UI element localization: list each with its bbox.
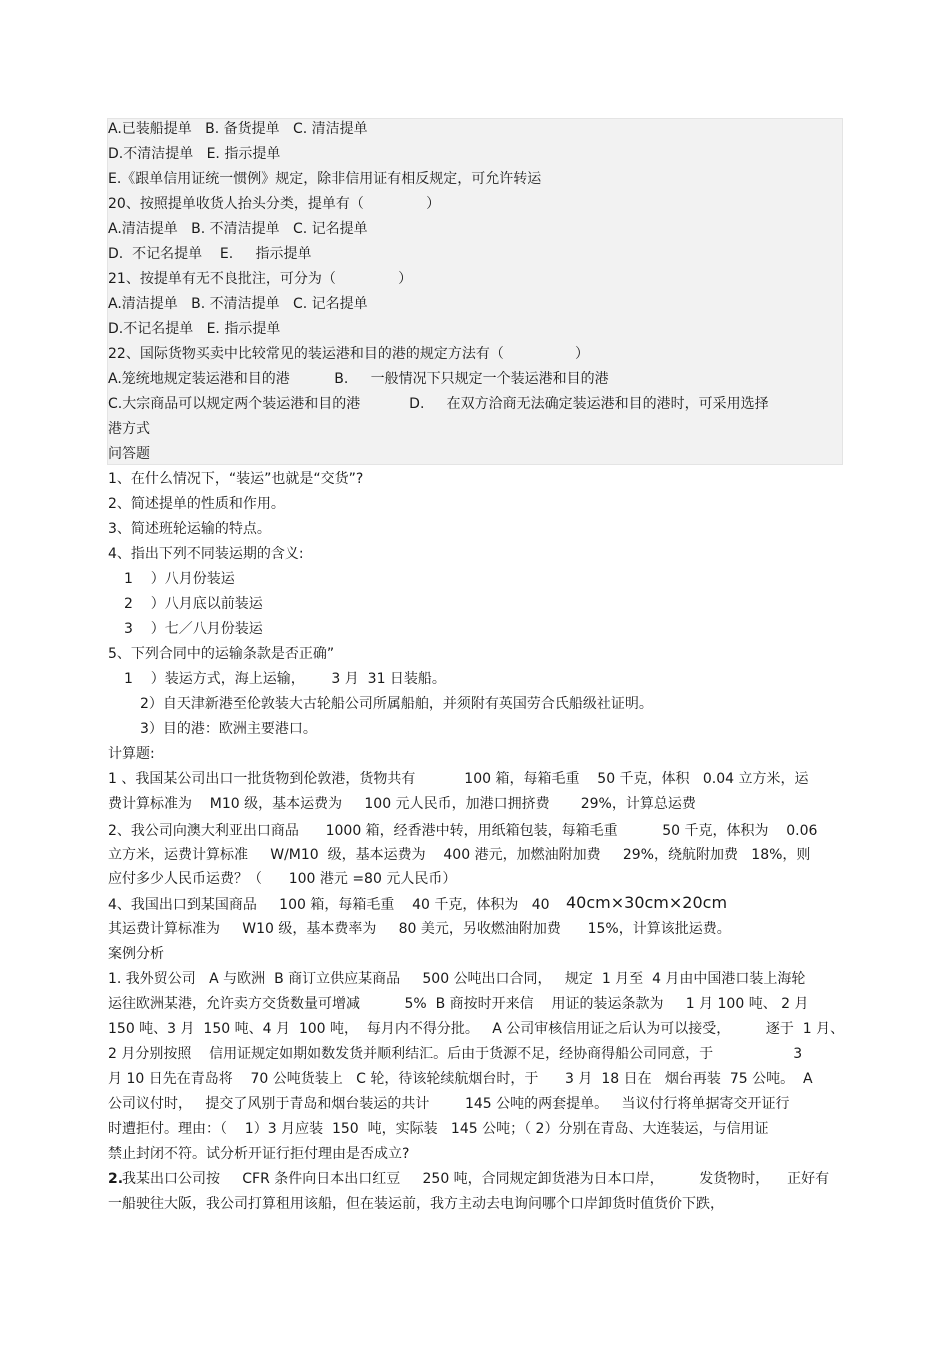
section-heading-calc: 计算题: [108, 746, 155, 762]
case-2-line-1: 我某出口公司按 CFR 条件向日本出口红豆 250 吨，合同规定卸货港为日本口岸， 发货物时， 正好有 [122, 1171, 830, 1187]
case-1-line-1: 1. 我外贸公司 A 与欧洲 B 商订立供应某商品 500 公吨出口合同， 规定 1 月至 4 月由中国港口装上海轮 [108, 971, 806, 987]
qa-item-3: 3、简述班轮运输的特点。 [108, 521, 271, 537]
calc-1-line-2: 费计算标准为 M10 级，基本运费为 100 元人民币，加港口拥挤费 29%，计算总运费 [108, 796, 696, 812]
qa-item-4-sub-1: 1 ）八月份装运 [124, 571, 235, 587]
case-1-line-5: 月 10 日先在青岛将 70 公吨货装上 C 轮，待该轮续航烟台时，于 3 月 18 日在 烟台再装 75 公吨。 A [108, 1071, 813, 1087]
qa-item-5-sub-3: 3）目的港：欧洲主要港口。 [140, 721, 317, 737]
question-22-options-c-d: C.大宗商品可以规定两个装运港和目的港 D. 在双方洽商无法确定装运港和目的港时，可采用选择 [108, 396, 769, 412]
case-2-line-2: 一船驶往大阪，我公司打算租用该船，但在装运前，我方主动去电询问哪个口岸卸货时值货价下跌， [108, 1196, 724, 1212]
question-20-options-d-e: D. 不记名提单 E. 指示提单 [108, 246, 312, 262]
qa-item-5-sub-2: 2）自天津新港至伦敦装大古轮船公司所属船舶，并须附有英国劳合氏船级社证明。 [140, 696, 653, 712]
section-heading-qa: 问答题 [108, 446, 150, 462]
calc-4-dimensions: 40cm×30cm×20cm [566, 893, 728, 912]
qa-item-1: 1、在什么情况下，“装运”也就是“交货”? [108, 471, 364, 487]
qa-item-4-sub-2: 2 ）八月底以前装运 [124, 596, 263, 612]
qa-item-5-sub-1: 1 ）装运方式，海上运输， 3 月 31 日装船。 [124, 671, 446, 687]
case-1-line-6: 公司议付时， 提交了风别于青岛和烟台装运的共计 145 公吨的两套提单。 当议付行将单据寄交开证行 [108, 1096, 790, 1112]
question-22-options-cont: 港方式 [108, 421, 150, 437]
case-1-line-8: 禁止封闭不符。试分析开证行拒付理由是否成立? [108, 1146, 410, 1162]
qa-item-4-sub-3: 3 ）七／八月份装运 [124, 621, 263, 637]
section-heading-case: 案例分析 [108, 946, 164, 962]
case-1-line-7: 时遭拒付。理由：（ 1）3 月应装 150 吨，实际装 145 公吨；（ 2）分别在青岛、大连装运，与信用证 [108, 1121, 769, 1137]
calc-2-line-1: 2、我公司向澳大利亚出口商品 1000 箱，经香港中转，用纸箱包装，每箱毛重 50 千克，体积为 0.06 [108, 823, 818, 839]
question-21: 21、按提单有无不良批注，可分为（ ） [108, 271, 413, 287]
calc-4-line-2: 其运费计算标准为 W10 级，基本费率为 80 美元，另收燃油附加费 15%，计算该批运费。 [108, 921, 731, 937]
question-22: 22、国际货物买卖中比较常见的装运港和目的港的规定方法有（ ） [108, 346, 590, 362]
calc-4-line-1: 4、我国出口到某国商品 100 箱，每箱毛重 40 千克，体积为 40 [108, 897, 550, 913]
calc-2-line-2: 立方米，运费计算标准 W/M10 级，基本运费为 400 港元，加燃油附加费 29%，绕航附加费 18%，则 [108, 847, 811, 863]
case-1-line-2: 运往欧洲某港，允许卖方交货数量可增减 5% B 商按时开来信 用证的装运条款为 1 月 100 吨、 2 月 [108, 996, 809, 1012]
question-20-options-a-c: A.清洁提单 B. 不清洁提单 C. 记名提单 [108, 221, 368, 237]
question-20: 20、按照提单收货人抬头分类，提单有（ ） [108, 196, 441, 212]
calc-1-line-1: 1 、我国某公司出口一批货物到伦敦港，货物共有 100 箱，每箱毛重 50 千克，体积 0.04 立方米，运 [108, 771, 809, 787]
question-21-options-a-c: A.清洁提单 B. 不清洁提单 C. 记名提单 [108, 296, 368, 312]
qa-item-4: 4、指出下列不同装运期的含义: [108, 546, 304, 562]
option-line-d-e-bill-types: D.不清洁提单 E. 指示提单 [108, 146, 281, 162]
case-2-number: 2. [108, 1171, 124, 1187]
qa-item-2: 2、简述提单的性质和作用。 [108, 496, 285, 512]
case-1-line-3: 150 吨、3 月 150 吨、4 月 100 吨， 每月内不得分批。 A 公司审核信用证之后认为可以接受， 逐于 1 月、 [108, 1021, 845, 1037]
question-22-options-a-b: A.笼统地规定装运港和目的港 B. 一般情况下只规定一个装运港和目的港 [108, 371, 609, 387]
question-21-options-d-e: D.不记名提单 E. 指示提单 [108, 321, 281, 337]
option-line-e-ucp-transshipment: E.《跟单信用证统一惯例》规定，除非信用证有相反规定，可允许转运 [108, 171, 542, 187]
calc-2-line-3: 应付多少人民币运费？（ 100 港元 =80 元人民币） [108, 871, 457, 887]
qa-item-5: 5、下列合同中的运输条款是否正确” [108, 646, 335, 662]
case-1-line-4: 2 月分别按照 信用证规定如期如数发货并顺利结汇。后由于货源不足，经协商得船公司同意，于 3 [108, 1046, 803, 1062]
option-line-a-c-bill-types: A.已装船提单 B. 备货提单 C. 清洁提单 [108, 121, 368, 137]
